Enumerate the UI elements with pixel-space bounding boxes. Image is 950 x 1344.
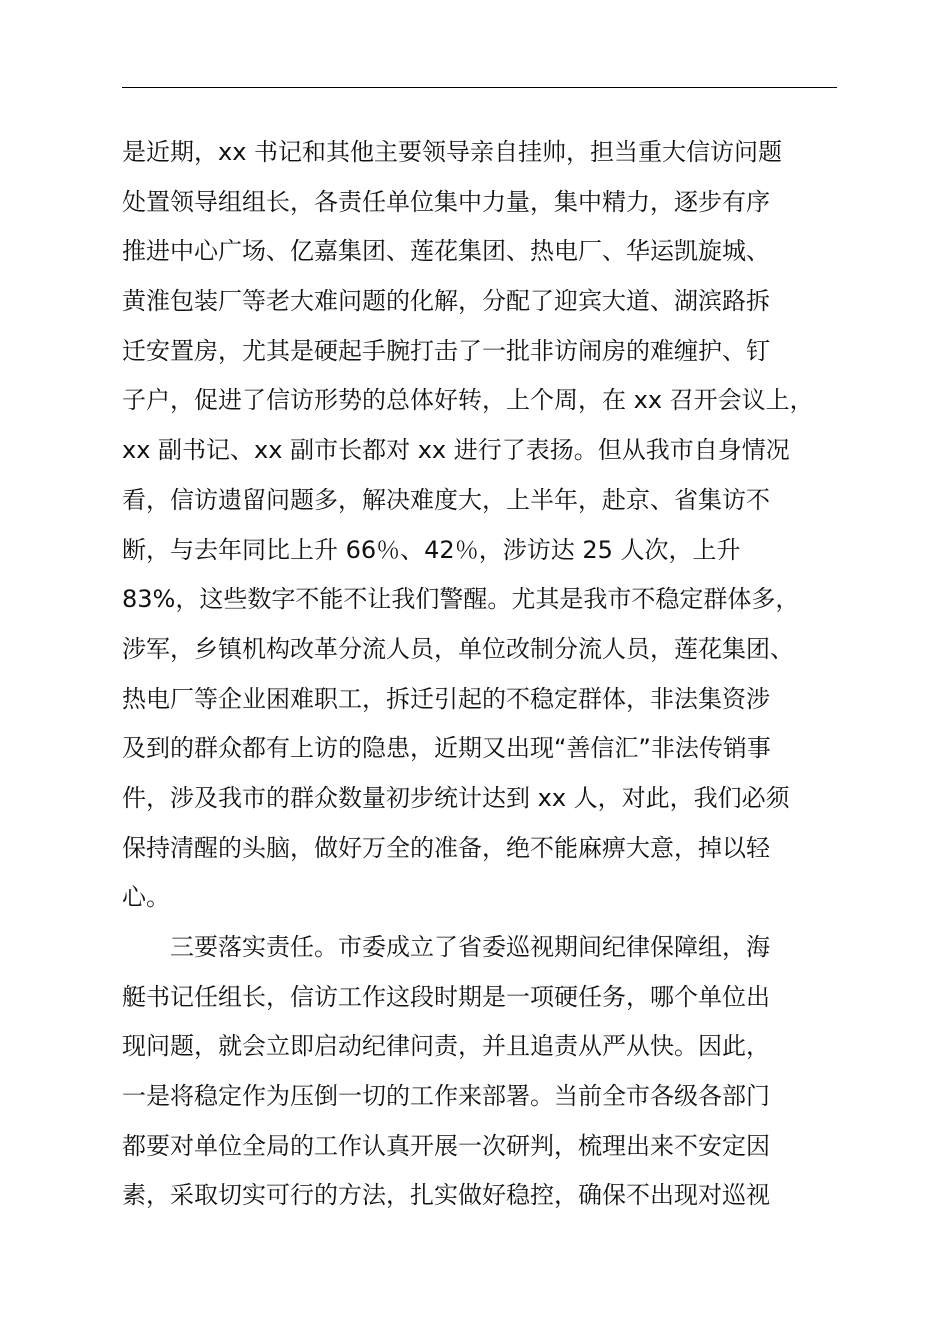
text-line: 件，涉及我市的群众数量初步统计达到 xx 人，对此，我们必须: [122, 783, 790, 812]
header-rule: [122, 87, 837, 88]
text-line: 三要落实责任。市委成立了省委巡视期间纪律保障组，海: [122, 933, 770, 961]
text-line: 是近期，xx 书记和其他主要领导亲自挂帅，担当重大信访问题: [122, 138, 783, 166]
text-line: 素，采取切实可行的方法，扎实做好稳控，确保不出现对巡视: [122, 1181, 770, 1210]
text-line: 推进中心广场、亿嘉集团、莲花集团、热电厂、华运凯旋城、: [122, 237, 770, 266]
text-line: 看，信访遗留问题多，解决难度大，上半年，赴京、省集访不: [122, 485, 770, 514]
text-line: 黄淮包装厂等老大难问题的化解，分配了迎宾大道、湖滨路拆: [122, 287, 770, 316]
text-line: 都要对单位全局的工作认真开展一次研判，梳理出来不安定因: [122, 1131, 770, 1160]
text-line: 迁安置房，尤其是硬起手腕打击了一批非访闹房的难缠护、钉: [122, 336, 770, 365]
text-line: 83%，这些数字不能不让我们警醒。尤其是我市不稳定群体多，: [122, 585, 800, 614]
text-line: 心。: [122, 883, 170, 912]
text-line: xx 副书记、xx 副市长都对 xx 进行了表扬。但从我市自身情况: [122, 436, 790, 465]
text-line: 及到的群众都有上访的隐患，近期又出现“善信汇”非法传销事: [122, 734, 771, 763]
text-line: 一是将稳定作为压倒一切的工作来部署。当前全市各级各部门: [122, 1082, 770, 1111]
text-line: 断，与去年同比上升 66％、42％，涉访达 25 人次，上升: [122, 535, 741, 564]
text-line: 涉军，乡镇机构改革分流人员，单位改制分流人员，莲花集团、: [122, 634, 794, 663]
text-line: 保持清醒的头脑，做好万全的准备，绝不能麻痹大意，掉以轻: [122, 833, 770, 862]
text-line: 处置领导组组长，各责任单位集中力量，集中精力，逐步有序: [122, 187, 770, 216]
body-text: [122, 128, 872, 1221]
text-line: 艇书记任组长，信访工作这段时期是一项硬任务，哪个单位出: [122, 982, 770, 1011]
text-line: 子户，促进了信访形势的总体好转，上个周，在 xx 召开会议上，: [122, 386, 814, 415]
text-line: 热电厂等企业困难职工，拆迁引起的不稳定群体，非法集资涉: [122, 684, 770, 713]
text-line: 现问题，就会立即启动纪律问责，并且追责从严从快。因此，: [122, 1032, 770, 1061]
